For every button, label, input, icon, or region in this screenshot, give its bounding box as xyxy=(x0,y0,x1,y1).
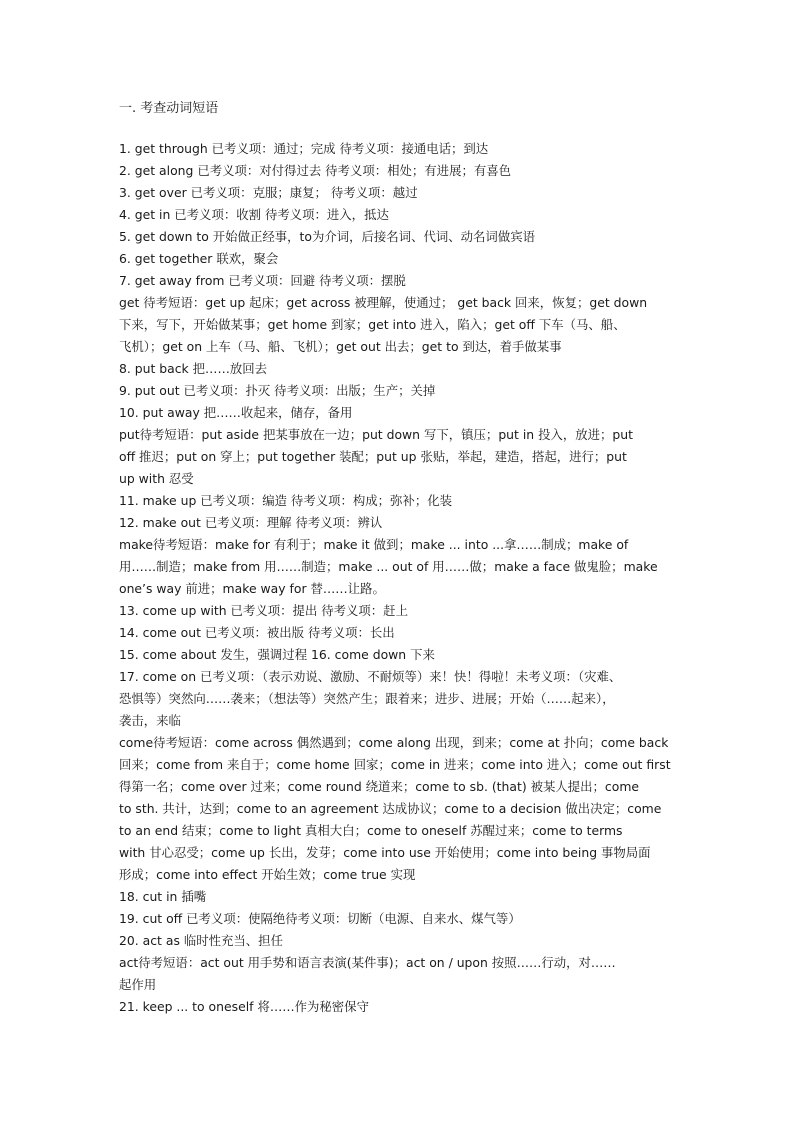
document-page xyxy=(119,98,679,1018)
text-line: put待考短语：put aside 把某事放在一边；put down 写下，镇压；put in 投入，放进；put xyxy=(119,427,633,442)
text-line: 9. put out 已考义项：扑灭 待考义项：出版；生产；关掉 xyxy=(119,383,436,398)
text-line: come待考短语：come across 偶然遇到；come along 出现，到来；come at 扑向；come back xyxy=(119,735,669,750)
text-line: 18. cut in 插嘴 xyxy=(119,889,207,904)
text-line: make待考短语：make for 有利于；make it 做到；make ... into ...拿……制成；make of xyxy=(119,537,629,552)
text-line: 1. get through 已考义项：通过；完成 待考义项：接通电话；到达 xyxy=(119,141,489,156)
text-line: 6. get together 联欢，聚会 xyxy=(119,251,279,266)
text-line: 得第一名；come over 过来；come round 绕道来；come to sb. (that) 被某人提出；come xyxy=(119,779,640,794)
text-line: 形成；come into effect 开始生效；come true 实现 xyxy=(119,867,416,882)
text-line: 7. get away from 已考义项：回避 待考义项：摆脱 xyxy=(119,273,406,288)
text-line: 袭击，来临 xyxy=(119,713,181,728)
text-line: 起作用 xyxy=(119,977,157,992)
text-line: 11. make up 已考义项：编造 待考义项：构成；弥补；化装 xyxy=(119,493,453,508)
text-line: 14. come out 已考义项：被出版 待考义项：长出 xyxy=(119,625,395,640)
text-line: 8. put back 把……放回去 xyxy=(119,361,268,376)
text-line: 下来，写下，开始做某事；get home 到家；get into 进入，陷入；get off 下车（马、船、 xyxy=(119,317,626,332)
text-line: act待考短语：act out 用手势和语言表演(某件事)；act on / upon 按照……行动，对…… xyxy=(119,955,616,970)
text-line: one’s way 前进；make way for 替……让路。 xyxy=(119,581,385,596)
phrase-list xyxy=(119,138,679,1018)
text-line: 13. come up with 已考义项：提出 待考义项：赶上 xyxy=(119,603,408,618)
text-line: get 待考短语：get up 起床；get across 被理解，使通过； get back 回来，恢复；get down xyxy=(119,295,648,310)
text-line: with 甘心忍受；come up 长出，发芽；come into use 开始使用；come into being 事物局面 xyxy=(119,845,651,860)
text-line: 20. act as 临时性充当、担任 xyxy=(119,933,283,948)
text-line: 飞机）；get on 上车（马、船、飞机）；get out 出去；get to 到达，着手做某事 xyxy=(119,339,562,354)
text-line: to an end 结束；come to light 真相大白；come to oneself 苏醒过来；come to terms xyxy=(119,823,623,838)
text-line: off 推迟；put on 穿上；put together 装配；put up 张贴，举起，建造，搭起，进行；put xyxy=(119,449,627,464)
text-line: 12. make out 已考义项：理解 待考义项：辨认 xyxy=(119,515,383,530)
text-line: 用……制造；make from 用……制造；make ... out of 用……做；make a face 做鬼脸；make xyxy=(119,559,658,574)
text-line: up with 忍受 xyxy=(119,471,194,486)
text-line: 3. get over 已考义项：克服；康复； 待考义项：越过 xyxy=(119,185,418,200)
text-line: 恐惧等）突然向……袭来；（想法等）突然产生；跟着来；进步、进展；开始（……起来）， xyxy=(119,691,615,706)
section-title: 一. 考查动词短语 xyxy=(119,101,219,116)
text-line: to sth. 共计，达到；come to an agreement 达成协议；come to a decision 做出决定；come xyxy=(119,801,662,816)
text-line: 回来；come from 来自于；come home 回家；come in 进来；come into 进入；come out first xyxy=(119,757,671,772)
text-line: 15. come about 发生，强调过程 16. come down 下来 xyxy=(119,647,435,662)
text-line: 10. put away 把……收起来，储存，备用 xyxy=(119,405,353,420)
text-line: 19. cut off 已考义项：使隔绝待考义项：切断（电源、自来水、煤气等） xyxy=(119,911,521,926)
text-line: 17. come on 已考义项：（表示劝说、激励、不耐烦等）来！快！得啦！未考义项：（灾难、 xyxy=(119,669,622,684)
text-line: 4. get in 已考义项：收割 待考义项：进入，抵达 xyxy=(119,207,389,222)
text-line: 2. get along 已考义项：对付得过去 待考义项：相处；有进展；有喜色 xyxy=(119,163,512,178)
text-line: 21. keep ... to oneself 将……作为秘密保守 xyxy=(119,999,369,1014)
text-line: 5. get down to 开始做正经事，to为介词，后接名词、代词、动名词做宾语 xyxy=(119,229,535,244)
